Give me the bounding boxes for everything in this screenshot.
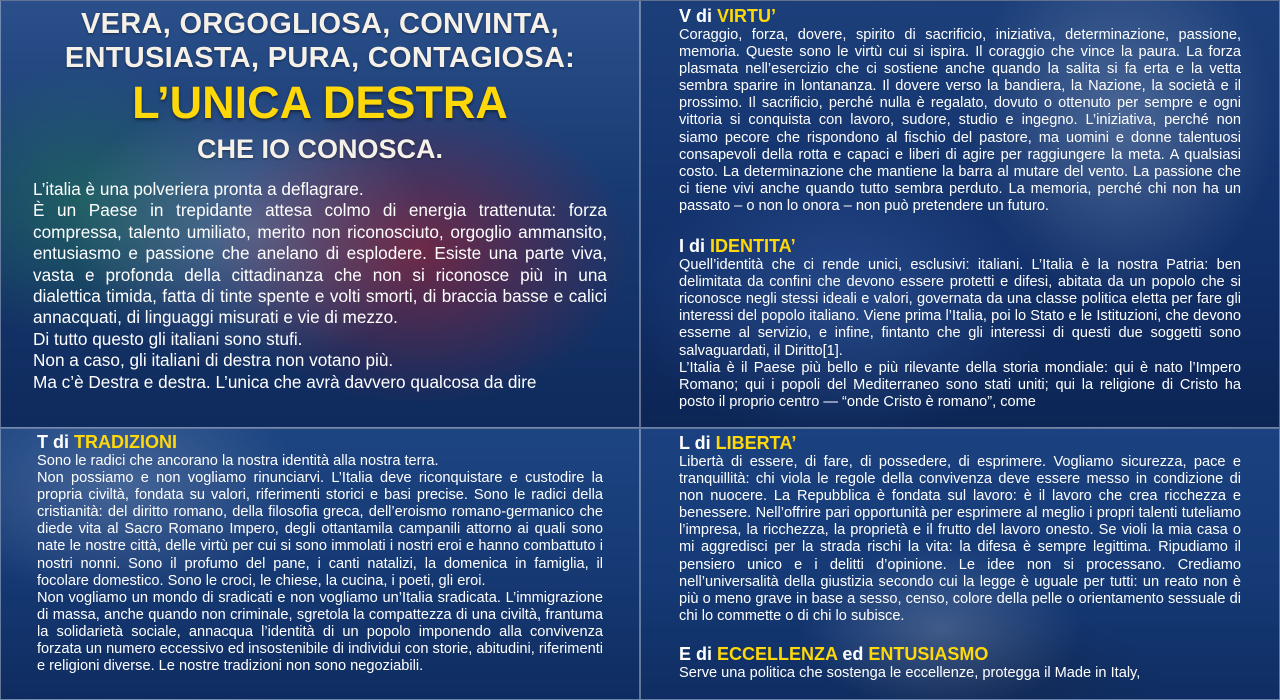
intro-text <box>1 167 639 393</box>
section-body <box>679 454 1241 625</box>
section-paragraph: Non possiamo e non vogliamo rinunciarvi. L’Italia deve riconquistare e custodire la propria civiltà, fondata su valori, riferimenti storici e basi precise. Sono le radici della cristianità: del diritto romano, della filosofia greca, dell’eroismo romano-germanico che diede vita al Sacro Romano Impero, degli ottantamila campanili attorno ai quali sono nate le nostre città, delle virtù per cui si sono immolati i nostri eroi e hanno combattuto i nostri nonni. Sono il profumo del pane, i canti natalizi, la domenica in famiglia, il focolare domestico. Sono le croci, le chiese, la cucina, i poeti, gli eroi. <box>37 470 603 589</box>
section-paragraph: Quell’identità che ci rende unici, esclusivi: italiani. L’Italia è la nostra Patria: ben delimitata da confini che devono essere protetti e difesi, abitata da un popolo che si riconosce negli stessi ideali e valori, governata da una classe politica eletta per fare gli interessi del popolo italiano. Viene prima l’Italia, poi lo Stato e le Istituzioni, che devono esserne al servizio, e infine, fintanto che gli interessi di questi due soggetti sono salvaguardati, il Diritto[1]. <box>679 257 1241 359</box>
section-body <box>679 27 1241 215</box>
section-prefix: T di <box>37 432 74 452</box>
section-keyword: LIBERTA’ <box>715 433 797 453</box>
section-body <box>679 665 1241 682</box>
section-paragraph: L’Italia è il Paese più bello e più rilevante della storia mondiale: qui è nato l’Impero Romano; qui i popoli del Mediterraneo sono stati uniti; qui la religione di Cristo ha posto il proprio centro — “onde Cristo è romano”, come <box>679 359 1241 410</box>
section-identita <box>641 235 1279 411</box>
section-keyword: VIRTU’ <box>717 6 777 26</box>
section-heading <box>37 431 603 453</box>
section-liberta <box>641 432 1279 625</box>
intro-paragraph: L’italia è una polveriera pronta a deflagrare. <box>33 179 364 199</box>
liberta-eccellenza-panel <box>640 428 1280 700</box>
intro-paragraph: Di tutto questo gli italiani sono stufi. <box>33 328 303 349</box>
section-keyword-2: ENTUSIASMO <box>868 643 989 664</box>
section-paragraph: Libertà di essere, di fare, di possedere, di esprimere. Vogliamo sicurezza, pace e tranquillità: chi viola le regole della convivenza deve essere messo in condizione di non nuocere. La Repubblica è fondata sul lavoro: è il lavoro che crea ricchezza e benessere. Nell’offrire pari opportunità per esprimere al meglio i propri talenti tuteliamo l’impresa, la ricchezza, la proprietà e il frutto del lavoro onesto. Se violi la mia casa o mi aggredisci per la strada rischi la vita: la difesa è sempre legittima. Ripudiamo il pensiero unico e i delitti d’opinione. Le idee non si processano. Crediamo nell’universalità della giustizia secondo cui la legge è uguale per tutti: un reato non è più o meno grave in base a sesso, censo, colore della pelle o orientamento sessuale di chi lo commette o di chi lo subisce. <box>679 454 1241 624</box>
section-prefix: L di <box>679 433 716 453</box>
section-body <box>679 257 1241 411</box>
section-paragraph: Serve una politica che sostenga le eccellenze, protegga il Made in Italy, <box>679 664 1141 681</box>
section-keyword: IDENTITA’ <box>710 236 796 257</box>
headline-line-2: ENTUSIASTA, PURA, CONTAGIOSA: <box>64 42 576 74</box>
main-subtitle: CHE IO CONOSCA. <box>196 134 444 164</box>
intro-paragraph: Ma c’è Destra e destra. L’unica che avrà davvero qualcosa da dire <box>33 371 537 392</box>
section-heading <box>679 235 1241 257</box>
section-prefix: E di <box>679 643 718 664</box>
section-tradizioni <box>1 431 639 675</box>
manifesto-intro-panel <box>0 0 640 428</box>
intro-paragraph: Non a caso, gli italiani di destra non votano più. <box>33 350 394 371</box>
tradizioni-panel <box>0 428 640 700</box>
section-keyword: ECCELLENZA <box>717 643 838 664</box>
section-keyword: TRADIZIONI <box>74 432 177 452</box>
section-conjunction: ed <box>837 643 869 664</box>
headline-line-1: VERA, ORGOGLIOSA, CONVINTA, <box>80 8 560 40</box>
section-heading <box>679 432 1241 454</box>
section-paragraph: Coraggio, forza, dovere, spirito di sacrificio, iniziativa, determinazione, passione, memoria. Queste sono le virtù cui si ispira. Il coraggio che vince la paura. La forza plasmata nell’esercizio che ci sostiene anche quando la salita si fa erta e la vetta sembra sparire in lontananza. Il dovere verso la bandiera, la Nazione, la società e il prossimo. Il sacrificio, perché nulla è regalato, dovuto o ottenuto per sempre e ogni vittoria si conquista con lavoro, sudore, studio e ingegno. L’iniziativa, perché non siamo pecore che rispondono al fischio del pastore, ma uomini e donne talentuosi consapevoli della rotta e capaci e liberi di agire per raggiungere la meta. A qualsiasi costo. La determinazione che mantiene la barra al mutare del vento. La passione che ci tiene vivi anche quando tutto sembra perduto. La memoria, perché chi non ha un passato – o non lo onora – non può pretendere un futuro. <box>679 27 1241 214</box>
virtu-identita-panel <box>640 0 1280 428</box>
section-prefix: I di <box>679 236 710 257</box>
section-paragraph: Sono le radici che ancorano la nostra identità alla nostra terra. <box>37 453 439 469</box>
section-eccellenza <box>641 643 1279 682</box>
section-body <box>37 453 603 675</box>
section-heading <box>679 643 1241 665</box>
section-prefix: V di <box>679 6 718 26</box>
main-title: L’UNICA DESTRA <box>132 77 508 128</box>
section-virtu <box>641 5 1279 215</box>
section-paragraph: Non vogliamo un mondo di sradicati e non vogliamo un’Italia sradicata. L’immigrazione di massa, anche quando non criminale, sgretola la compattezza di una civiltà, frantuma la solidarietà sociale, annacqua l’identità di un popolo imponendo alla convivenza forzata un numero eccessivo ed insostenibile di individui con storie, abitudini, riferimenti e religioni diverse. Le nostre tradizioni non sono negoziabili. <box>37 589 603 675</box>
intro-paragraph: È un Paese in trepidante attesa colmo di energia trattenuta: forza compressa, talento umiliato, merito non riconosciuto, orgoglio ammansito, entusiasmo e passione che anelano di esplodere. Esiste una parte viva, vasta e profonda della cittadinanza che non si riconosce più in una dialettica timida, fatta di tinte spente e volti smorti, di braccia basse e calici annacquati, di linguaggi misurati e vie di mezzo. <box>33 200 607 328</box>
section-heading <box>679 5 1241 27</box>
